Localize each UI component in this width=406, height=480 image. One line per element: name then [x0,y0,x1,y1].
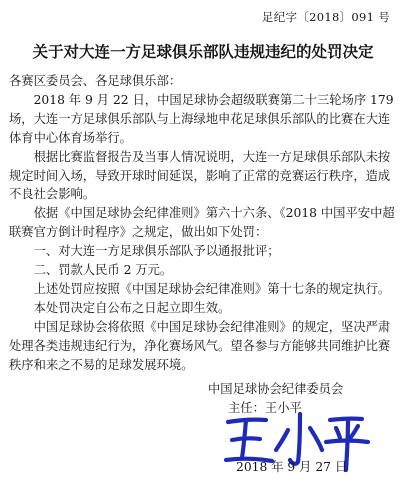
paragraph-basis: 依据《中国足球协会纪律准则》第六十六条、《2018 中国平安中超联赛官方倒计时程序》之规定，做出如下处罚： [9,206,395,240]
penalty-item-2: 二、罚款人民币 2 万元。 [33,263,173,278]
paragraph-statement: 中国足球协会将依照《中国足球协会纪律准则》的规定，坚决严肃处理各类违规违纪行为，净化赛场风气。望各参与方能够共同维护比赛秩序和来之不易的足球发展环境。 [9,319,391,372]
paragraph-findings: 根据比赛监督报告及当事人情况说明，大连一方足球俱乐部队未按规定时间入场，导致开球时间延误，影响了正常的竞赛运行秩序，造成不良社会影响。 [9,149,391,202]
signing-organization: 中国足球协会纪律委员会 [208,382,344,396]
salutation: 各赛区委员会、各足球俱乐部： [9,74,182,88]
paragraph-execution: 上述处罚应按照《中国足球协会纪律准则》第十七条的规定执行。 [33,281,391,296]
penalty-item-1: 一、对大连一方足球俱乐部队予以通报批评； [33,244,280,259]
paragraph-effective: 本处罚决定自公布之日起立即生效。 [33,300,231,315]
document-number: 足纪字〔2018〕091 号 [261,10,390,24]
signing-director: 主任：王小平 [228,401,302,415]
document-body [9,72,401,375]
document-title: 关于对大连一方足球俱乐部队违规违纪的处罚决定 [32,43,374,61]
decision-date: 2018 年 9 月 27 日 [236,460,348,474]
paragraph-match-info: 2018 年 9 月 22 日，中国足球协会超级联赛第二十三轮场序 179 场，大连一方足球俱乐部队与上海绿地申花足球俱乐部队的比赛在大连体育中心体育场举行。 [9,92,394,145]
